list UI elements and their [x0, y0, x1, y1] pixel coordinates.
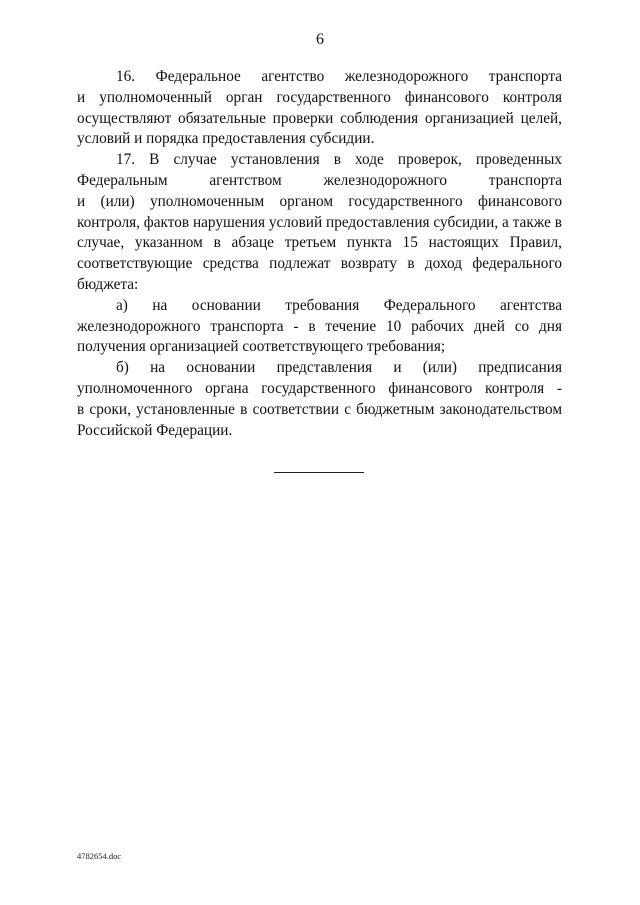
paragraph-line: случае, указанном в абзаце третьем пункта 15 настоящих Правил,	[77, 234, 562, 252]
paragraph-line: уполномоченного органа государственного финансового контроля -	[77, 379, 562, 397]
paragraph-line: а) на основании требования Федерального агентства	[116, 296, 562, 314]
footer-filename: 4782654.doc	[77, 851, 122, 861]
paragraph-line: и (или) уполномоченным органом государственного финансового	[77, 192, 562, 210]
paragraph-17	[77, 150, 562, 296]
paragraph-line: 16. Федеральное агентство железнодорожного транспорта	[116, 68, 562, 85]
paragraph-line: Федеральным агентством железнодорожного транспорта	[77, 171, 562, 189]
paragraph-17-a	[77, 296, 562, 358]
paragraph-line: контроля, фактов нарушения условий предоставления субсидии, а также в	[77, 213, 562, 231]
paragraph-line: 17. В случае установления в ходе проверок, проведенных	[116, 151, 562, 169]
paragraph-line: и уполномоченный орган государственного финансового контроля	[77, 88, 562, 106]
paragraph-line: получения организацией соответствующего требования;	[77, 338, 446, 356]
paragraph-17-b	[77, 358, 562, 441]
paragraph-16	[77, 67, 562, 150]
paragraph-line: Российской Федерации.	[77, 421, 233, 439]
paragraph-line: бюджета:	[77, 275, 139, 293]
paragraph-line: осуществляют обязательные проверки соблюдения организацией целей,	[77, 109, 562, 127]
document-body	[77, 67, 562, 441]
paragraph-line: соответствующие средства подлежат возврату в доход федерального	[77, 255, 562, 273]
end-separator-line	[274, 472, 364, 473]
paragraph-line: в сроки, установленные в соответствии с бюджетным законодательством	[77, 400, 562, 418]
paragraph-line: б) на основании представления и (или) предписания	[116, 359, 562, 377]
paragraph-line: железнодорожного транспорта - в течение 10 рабочих дней со дня	[77, 317, 562, 335]
page-number: 6	[316, 31, 324, 48]
paragraph-line: условий и порядка предоставления субсидии.	[77, 130, 375, 148]
